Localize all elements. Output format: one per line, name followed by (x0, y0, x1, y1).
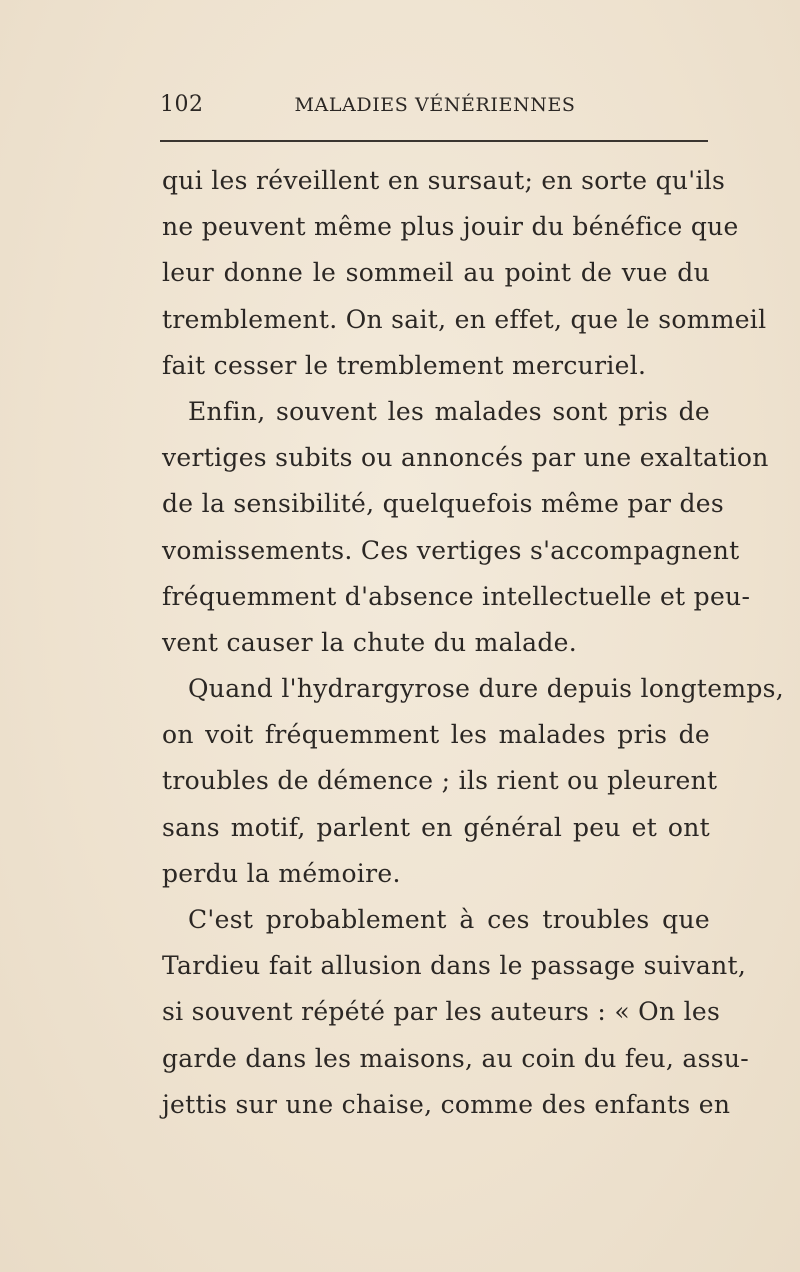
text-line: Tardieu fait allusion dans le passage suivant, (162, 951, 747, 981)
text-line: perdu la mémoire. (162, 858, 401, 888)
text-line: ne peuvent même plus jouir du bénéfice que (162, 212, 739, 242)
text-line: on voit fréquemment les malades pris de (162, 720, 710, 750)
text-line: sans motif, parlent en général peu et ont (162, 812, 710, 842)
paragraph-start-line: Quand l'hydrargyrose dure depuis longtemps, (188, 674, 785, 704)
text-line: tremblement. On sait, en effet, que le sommeil (162, 304, 767, 334)
page-number: 102 (160, 92, 204, 117)
text-line: vertiges subits ou annoncés par une exaltation (162, 443, 769, 473)
text-line: garde dans les maisons, au coin du feu, assu- (162, 1043, 750, 1073)
text-line: fréquemment d'absence intellectuelle et peu- (162, 581, 751, 611)
header-rule (160, 140, 708, 142)
text-line: jettis sur une chaise, comme des enfants en (162, 1089, 731, 1119)
paragraph-start-line: C'est probablement à ces troubles que (188, 905, 710, 934)
text-line: fait cesser le tremblement mercuriel. (162, 350, 647, 380)
text-line: si souvent répété par les auteurs : « On les (162, 997, 721, 1027)
running-head (160, 92, 710, 122)
running-title: MALADIES VÉNÉRIENNES (294, 94, 576, 116)
text-line: de la sensibilité, quelquefois même par des (162, 489, 725, 519)
text-line: qui les réveillent en sursaut; en sorte qu'ils (162, 166, 726, 195)
paragraph-start-line: Enfin, souvent les malades sont pris de (188, 396, 710, 426)
text-line: vent causer la chute du malade. (162, 627, 577, 657)
text-line: troubles de démence ; ils rient ou pleurent (162, 766, 718, 796)
text-line: vomissements. Ces vertiges s'accompagnent (162, 535, 740, 565)
text-line: leur donne le sommeil au point de vue du (162, 258, 710, 288)
body-text (162, 158, 785, 1128)
